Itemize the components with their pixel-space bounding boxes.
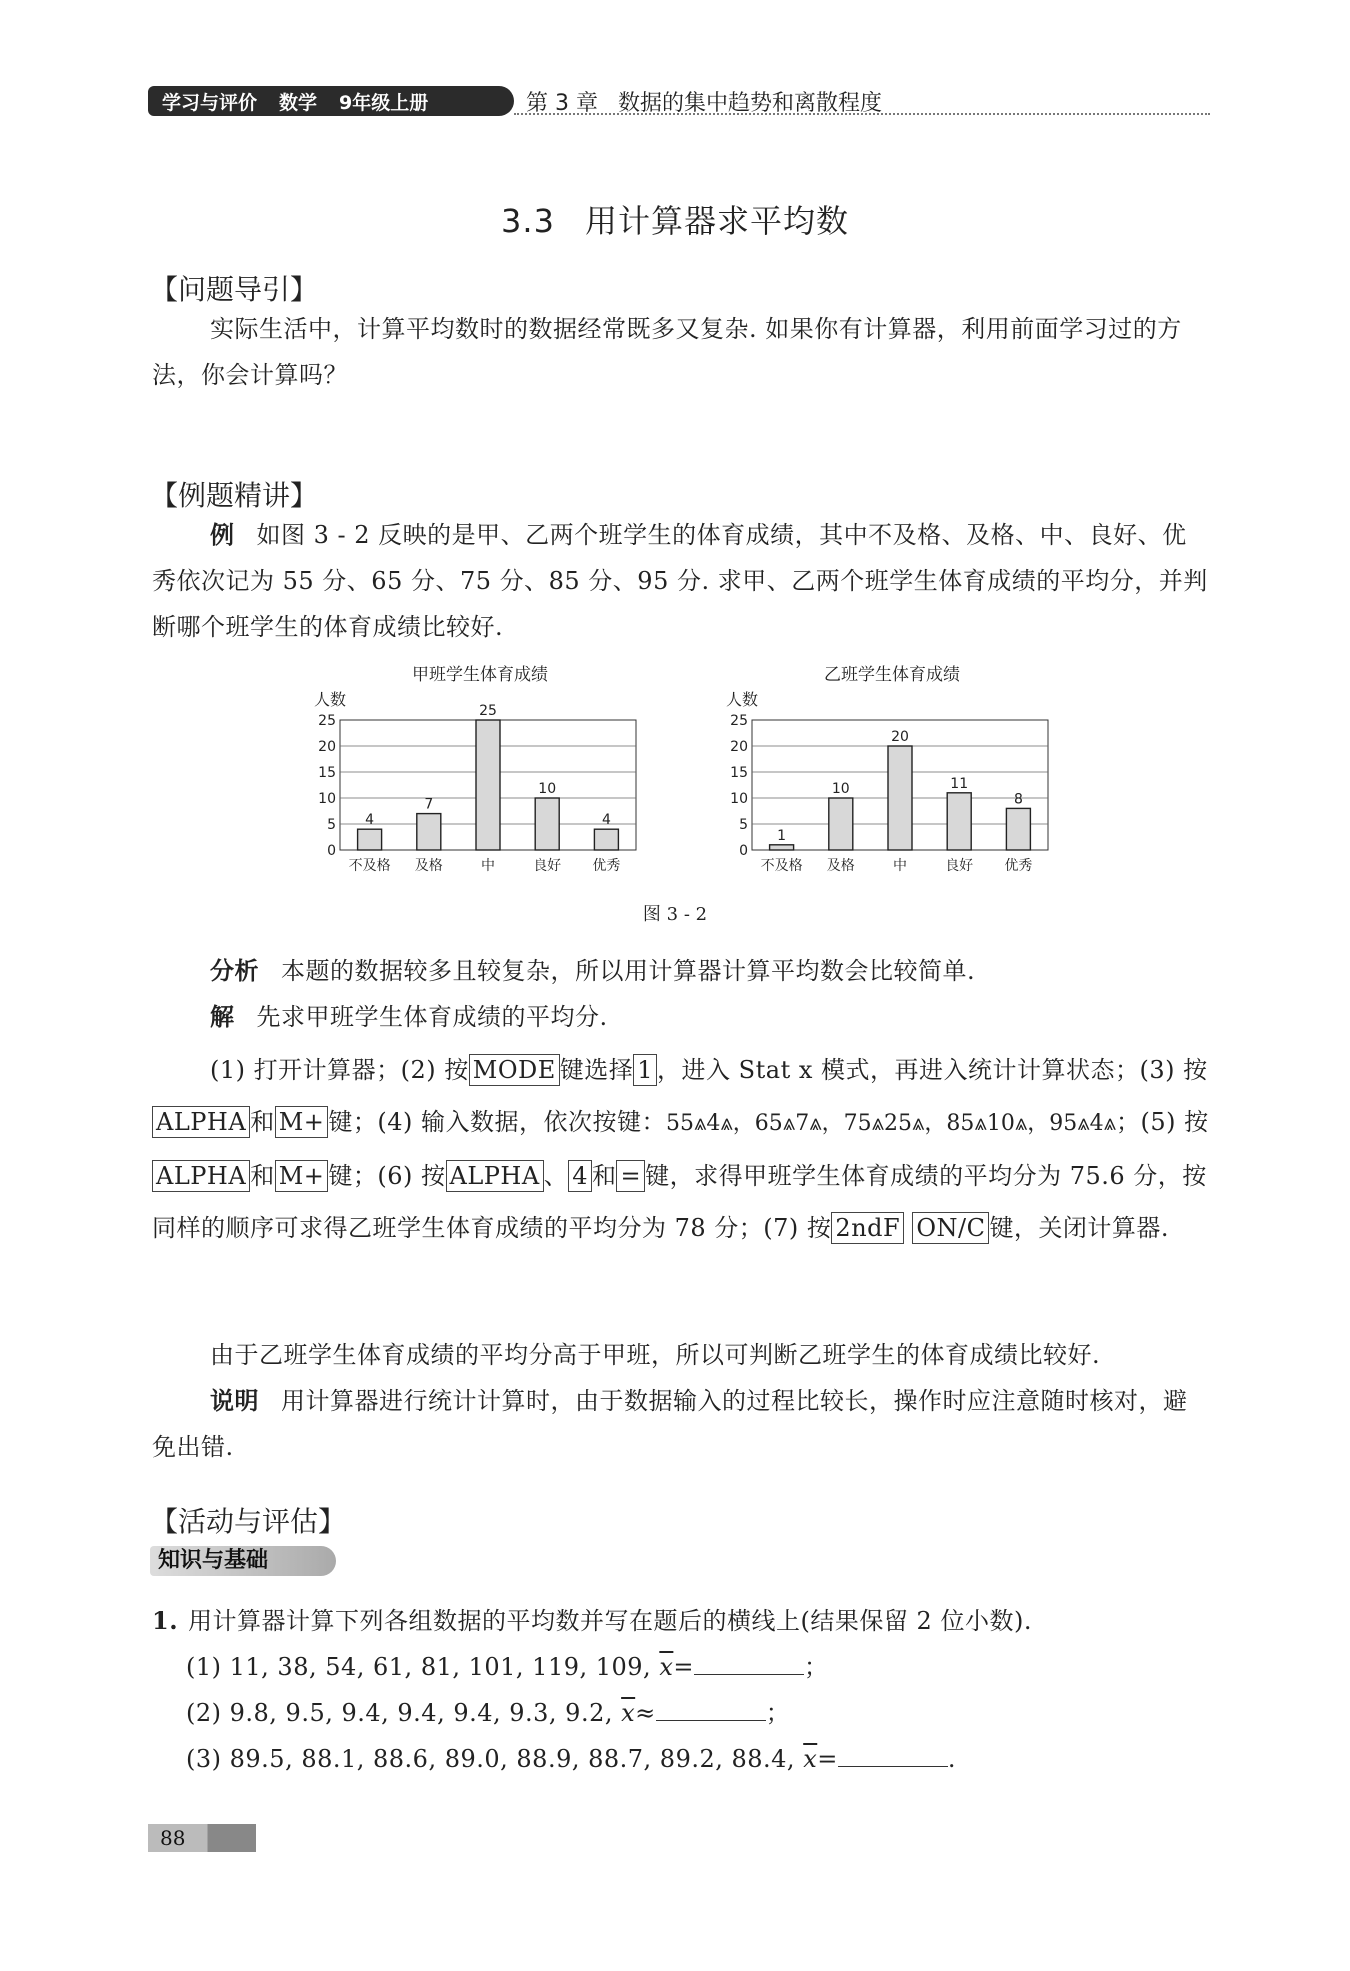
step-text: 键选择: [559, 1056, 634, 1084]
section-title: [0, 196, 1350, 242]
x-tick-label: 及格: [414, 858, 443, 874]
bar: [594, 829, 618, 850]
solution-steps: [152, 1044, 1210, 1254]
chart-title: 乙班学生体育成绩: [824, 665, 960, 685]
data-label: 4: [365, 812, 375, 829]
heading-example: 【例题精讲】: [150, 479, 319, 512]
exercise-number: 1.: [152, 1606, 179, 1635]
key-alpha: ALPHA: [152, 1160, 250, 1192]
chapter-number: 第 3 章: [526, 91, 598, 116]
item-end: ；: [765, 1699, 791, 1727]
heading-activity: 【活动与评估】: [150, 1505, 347, 1538]
item-end: .: [947, 1745, 956, 1773]
book-grade: 9年级上册: [339, 91, 429, 114]
key-sequence: 55⩓4⩓，65⩓7⩓，75⩓25⩓，85⩓10⩓，95⩓4⩓: [666, 1111, 1117, 1136]
key-alpha: ALPHA: [446, 1160, 544, 1192]
data-label: 10: [831, 781, 850, 797]
key-mplus: M+: [275, 1106, 329, 1138]
key-onc: ON/C: [912, 1212, 989, 1244]
answer-blank[interactable]: [656, 1696, 766, 1721]
bar: [770, 845, 794, 850]
step-text: 、: [543, 1162, 569, 1190]
key-mplus: M+: [275, 1160, 329, 1192]
data-label: 1: [777, 827, 787, 844]
answer-blank[interactable]: [694, 1650, 804, 1675]
answer-blank[interactable]: [838, 1742, 948, 1767]
solution-intro: [152, 994, 1210, 1040]
data-label: 4: [601, 812, 611, 829]
y-tick-label: 10: [730, 791, 748, 807]
analysis-label: 分析: [210, 957, 259, 985]
exercise-item: [186, 1690, 1186, 1736]
step-text: ；(5) 按: [1116, 1108, 1209, 1136]
book-series: 学习与评价: [162, 91, 258, 114]
key-1: 1: [633, 1054, 657, 1086]
data-label: 20: [891, 729, 909, 745]
relation: ≈: [635, 1699, 656, 1727]
figure-caption: 图 3 - 2: [642, 904, 708, 925]
x-tick-label: 不及格: [348, 858, 391, 874]
chart-class-a: [300, 660, 660, 900]
book-subject: 数学: [279, 91, 318, 114]
data-label: 25: [479, 703, 497, 719]
key-alpha: ALPHA: [152, 1106, 250, 1138]
step-text: 和: [250, 1108, 275, 1136]
chapter-title: 数据的集中趋势和离散程度: [617, 91, 882, 116]
bar: [829, 798, 853, 850]
x-tick-label: 良好: [945, 858, 974, 874]
relation: =: [673, 1653, 694, 1681]
bar: [476, 720, 500, 850]
mean-symbol: $\overline{x}$: [659, 1653, 674, 1681]
y-axis-label: 人数: [314, 690, 347, 709]
analysis-text: 本题的数据较多且较复杂，所以用计算器计算平均数会比较简单.: [281, 957, 976, 985]
section-title-text: 用计算器求平均数: [584, 202, 849, 240]
x-tick-label: 良好: [533, 858, 562, 874]
y-tick-label: 20: [730, 739, 748, 755]
key-mode: MODE: [469, 1054, 560, 1086]
step-text: 和: [250, 1162, 275, 1190]
y-tick-label: 25: [318, 713, 336, 729]
step-text: 和: [591, 1162, 617, 1190]
y-tick-label: 20: [318, 739, 336, 755]
item-end: ；: [803, 1653, 829, 1681]
y-axis-label: 人数: [726, 690, 759, 709]
mean-symbol: $\overline{x}$: [803, 1745, 818, 1773]
heading-guide: 【问题导引】: [150, 273, 319, 306]
y-tick-label: 25: [730, 713, 748, 729]
x-tick-label: 不及格: [760, 858, 803, 874]
example-text: 如图 3 - 2 反映的是甲、乙两个班学生的体育成绩，其中不及格、及格、中、良好、优秀依次记为 55 分、65 分、75 分、85 分、95 分. 求甲、乙两个班学生体育成绩的平均分，并判断哪个班学生的体育成绩比较好.: [152, 521, 1208, 641]
exercise-item: [186, 1644, 1186, 1690]
step-text: 键，求得甲班学生体育成绩的平均分为 75.6 分，按同样的顺序可求得乙班学生体育成绩的平均分为 78 分；(7) 按: [152, 1162, 1207, 1242]
item-data: (1) 11, 38, 54, 61, 81, 101, 119, 109,: [186, 1653, 652, 1681]
example-paragraph: [152, 512, 1210, 650]
knowledge-badge: 知识与基础: [150, 1546, 336, 1576]
relation: =: [817, 1745, 838, 1773]
mean-symbol: $\overline{x}$: [621, 1699, 636, 1727]
book-title-tag: [148, 86, 514, 116]
y-tick-label: 10: [318, 791, 336, 807]
step-text: 键，关闭计算器.: [989, 1214, 1170, 1242]
key-equals: =: [616, 1160, 645, 1192]
step-text: 键；(4) 输入数据，依次按键：: [328, 1108, 666, 1136]
x-tick-label: 优秀: [592, 858, 621, 874]
bar: [1006, 808, 1030, 850]
solution-intro-text: 先求甲班学生体育成绩的平均分.: [256, 1003, 608, 1031]
exercise-1: [152, 1598, 1210, 1644]
chart-title: 甲班学生体育成绩: [412, 665, 548, 685]
header-rule: [514, 113, 1210, 115]
section-number: 3.3: [501, 202, 555, 240]
exercise-item: [186, 1736, 1186, 1782]
x-tick-label: 中: [893, 858, 907, 874]
guide-paragraph: 实际生活中，计算平均数时的数据经常既多又复杂. 如果你有计算器，利用前面学习过的方法，你会计算吗？: [152, 315, 1182, 389]
bar: [358, 829, 382, 850]
key-2ndf: 2ndF: [831, 1212, 904, 1244]
y-tick-label: 0: [739, 843, 748, 859]
note-label: 说明: [210, 1387, 259, 1415]
y-tick-label: 5: [327, 817, 336, 833]
page-number: 88: [148, 1824, 256, 1852]
bar: [417, 814, 441, 850]
chart-class-b: [712, 660, 1072, 900]
note-text: 用计算器进行统计计算时，由于数据输入的过程比较长，操作时应注意随时核对，避免出错.: [152, 1387, 1188, 1461]
solution-label: 解: [210, 1003, 235, 1031]
y-tick-label: 15: [730, 765, 748, 781]
y-tick-label: 5: [739, 817, 748, 833]
item-data: (3) 89.5, 88.1, 88.6, 89.0, 88.9, 88.7, 89.2, 88.4,: [186, 1745, 796, 1773]
data-label: 11: [950, 775, 969, 792]
data-label: 7: [424, 796, 434, 813]
example-label: 例: [210, 521, 235, 549]
bar: [535, 798, 559, 850]
key-4: 4: [568, 1160, 592, 1192]
step-text: ，进入 Stat x 模式，再进入统计计算状态；(3) 按: [657, 1056, 1208, 1084]
x-tick-label: 中: [481, 858, 495, 874]
x-tick-label: 及格: [826, 858, 855, 874]
analysis-paragraph: [152, 948, 1210, 994]
data-label: 10: [538, 781, 557, 797]
conclusion: 由于乙班学生体育成绩的平均分高于甲班，所以可判断乙班学生的体育成绩比较好.: [210, 1341, 1101, 1369]
note-paragraph: [152, 1378, 1210, 1470]
bar: [888, 746, 912, 850]
bar: [947, 793, 971, 850]
x-tick-label: 优秀: [1004, 858, 1033, 874]
y-tick-label: 15: [318, 765, 336, 781]
data-label: 8: [1013, 791, 1023, 808]
y-tick-label: 0: [327, 843, 336, 859]
step-text: 键；(6) 按: [328, 1162, 446, 1190]
step-text: (1) 打开计算器；(2) 按: [210, 1056, 469, 1084]
item-data: (2) 9.8, 9.5, 9.4, 9.4, 9.4, 9.3, 9.2,: [186, 1699, 613, 1727]
exercise-text: 用计算器计算下列各组数据的平均数并写在题后的横线上(结果保留 2 位小数).: [188, 1607, 1032, 1635]
